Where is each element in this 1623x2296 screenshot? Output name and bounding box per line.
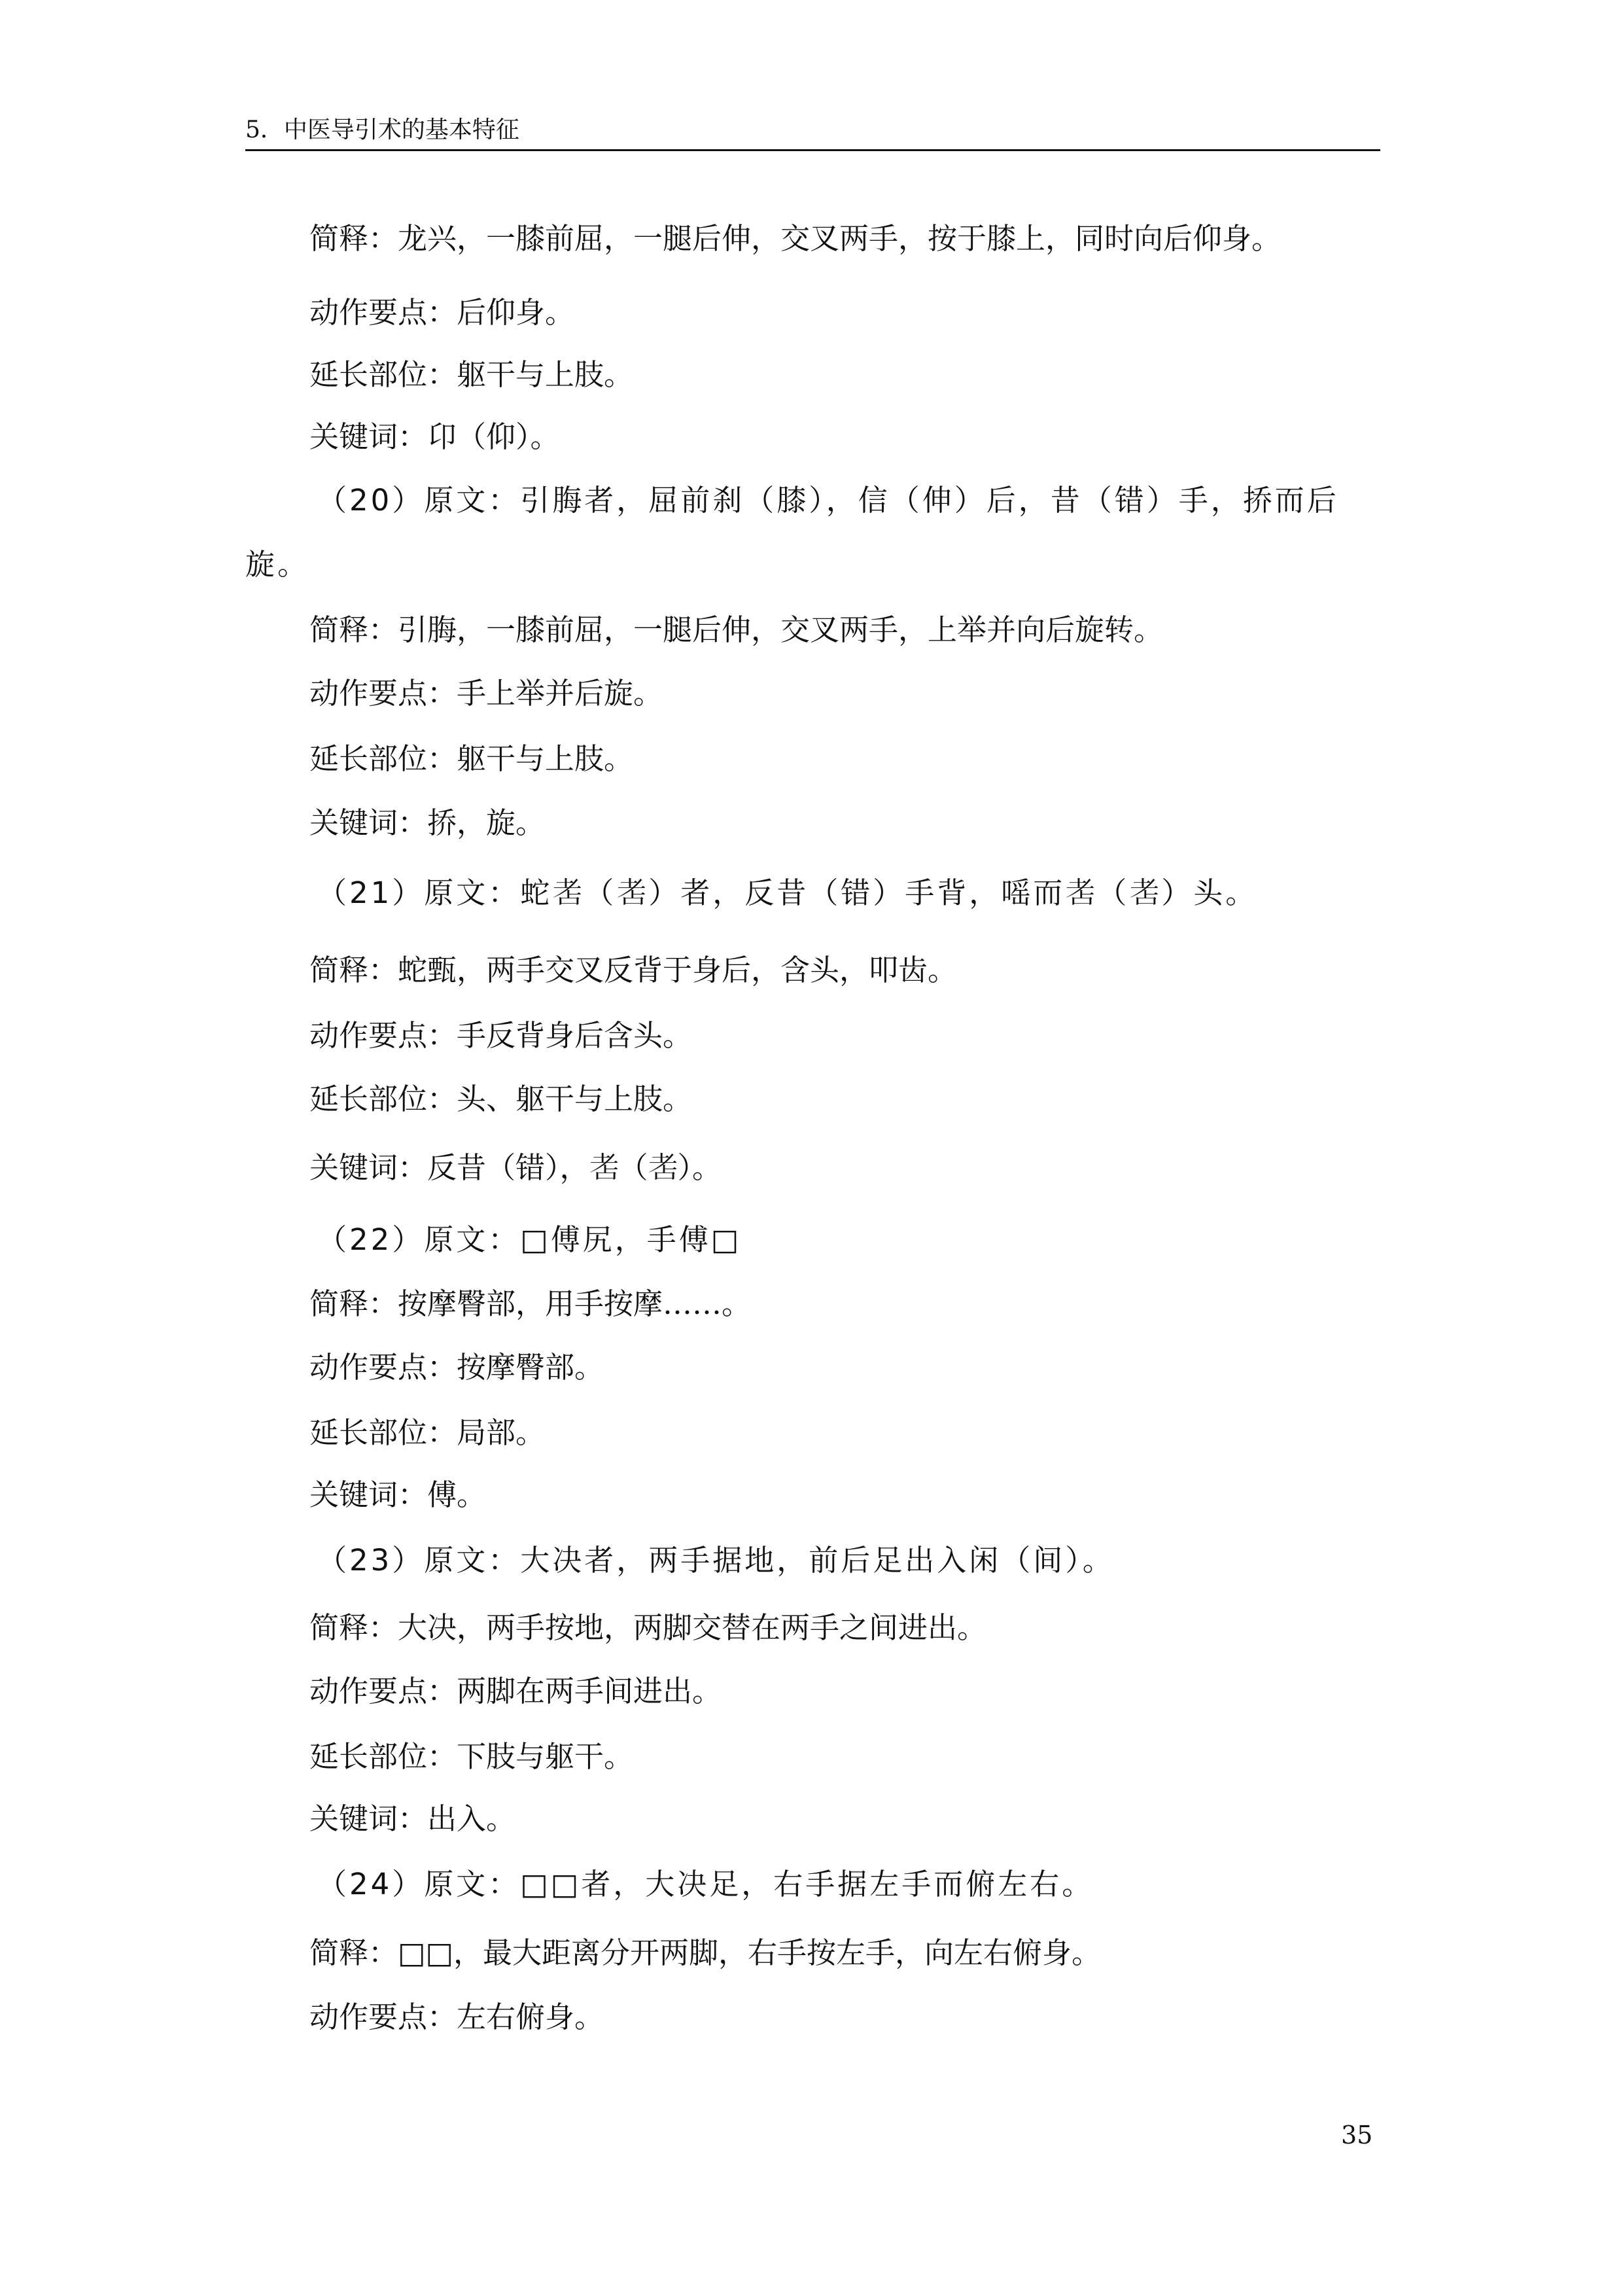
original-text-line: （21）原文：蛇𦒻（𦒻）者，反昔（错）手背，嗂而𦒻（𦒻）头。 [317,875,1258,910]
paragraph-line: 关键词：傅。 [309,1477,487,1512]
running-header: 5．中医导引术的基本特征 [245,116,519,143]
original-text-line: （20）原文：引脢者，屈前刹（膝），信（伸）后，昔（错）手，挢而后 [317,483,1339,518]
paragraph-line: 简释：蛇甄，两手交叉反背于身后，含头，叩齿。 [309,953,958,987]
paragraph-line: 简释：□□，最大距离分开两脚，右手按左手，向左右俯身。 [309,1935,1102,1970]
paragraph-line: 关键词：卬（仰）。 [309,419,560,454]
paragraph-line: 关键词：出入。 [309,1801,516,1836]
paragraph-line: 简释：龙兴，一膝前屈，一腿后伸，交叉两手，按于膝上，同时向后仰身。 [309,221,1282,256]
paragraph-line: 延长部位：躯干与上肢。 [309,357,634,392]
header-rule [245,149,1380,151]
paragraph-line: 延长部位：头、躯干与上肢。 [309,1082,693,1116]
paragraph-line: 动作要点：手上举并后旋。 [309,676,663,711]
paragraph-line: 关键词：反昔（错），𦒻（𦒻）。 [309,1150,722,1185]
original-text-line: （24）原文：□□者，大决足，右手据左手而俯左右。 [317,1867,1094,1901]
paragraph-line: 动作要点：两脚在两手间进出。 [309,1674,722,1708]
paragraph-line: 动作要点：手反背身后含头。 [309,1018,693,1053]
paragraph-line: 延长部位：局部。 [309,1415,546,1450]
paragraph-line: 动作要点：按摩臀部。 [309,1350,604,1385]
paragraph-line: 简释：按摩臀部，用手按摩……。 [309,1286,752,1321]
paragraph-line: 简释：大决，两手按地，两脚交替在两手之间进出。 [309,1610,987,1645]
original-text-line: 旋。 [245,547,310,582]
original-text-line: （22）原文：□傅尻，手傅□ [317,1222,742,1257]
paragraph-line: 动作要点：后仰身。 [309,295,575,330]
paragraph-line: 延长部位：下肢与躯干。 [309,1739,634,1774]
original-text-line: （23）原文：大决者，两手据地，前后足出入闲（间）。 [317,1543,1115,1578]
paragraph-line: 关键词：挢，旋。 [309,805,546,840]
paragraph-line: 动作要点：左右俯身。 [309,2000,604,2034]
paragraph-line: 简释：引脢，一膝前屈，一腿后伸，交叉两手，上举并向后旋转。 [309,612,1164,647]
page-number: 35 [1341,2121,1373,2149]
paragraph-line: 延长部位：躯干与上肢。 [309,741,634,776]
